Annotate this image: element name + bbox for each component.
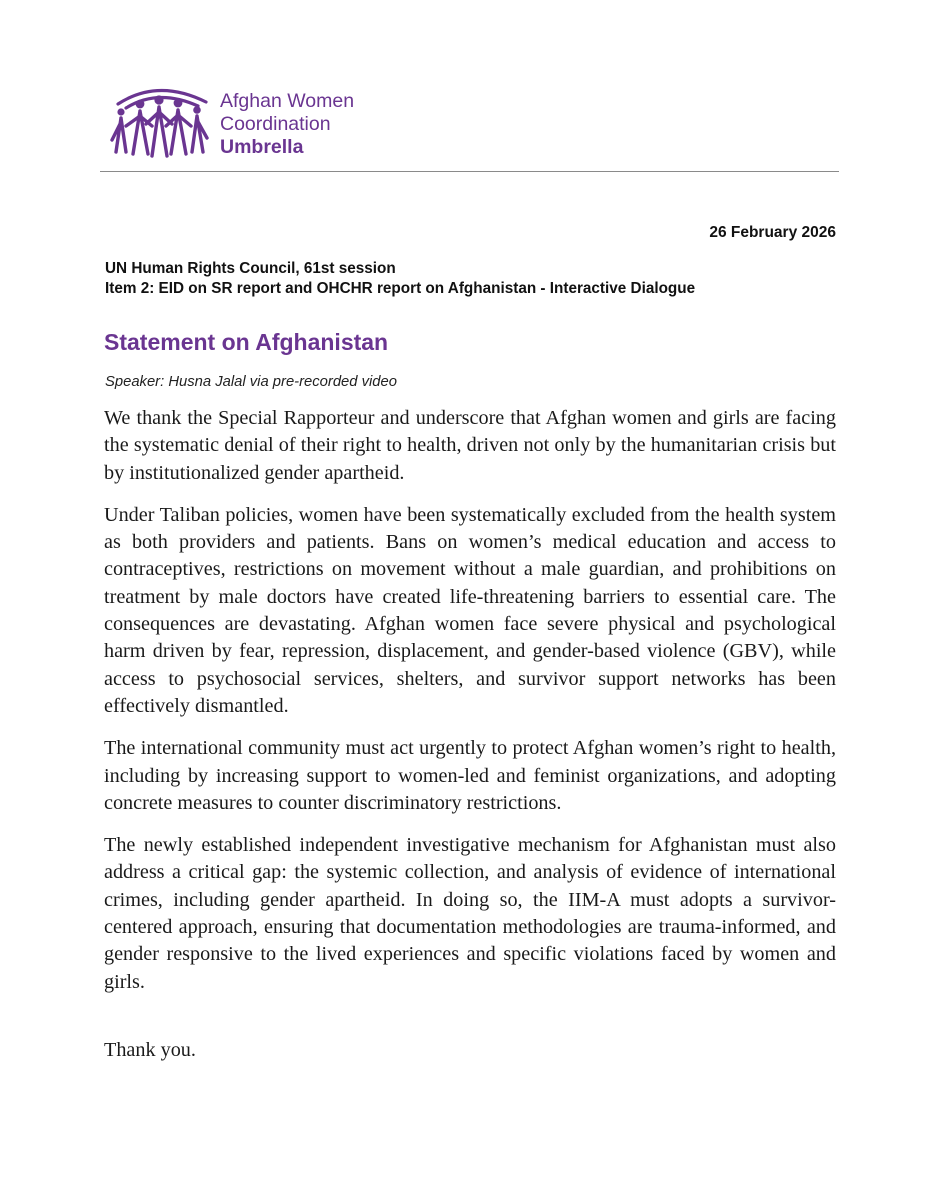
paragraph: Under Taliban policies, women have been systematically excluded from the health system as both providers and patients. Bans on women’s medical education and access to contraceptives, restrictions on movement without a male guardian, and prohibitions on treatment by male doctors have created life-threatening barriers to essential care. The consequences are devastating. Afghan women face severe physical and psychological harm driven by fear, repression, displacement, and gender-based violence (GBV), while access to psychosocial services, shelters, and survivor support networks has been effectively dismantled. <box>104 503 836 717</box>
header-divider <box>100 171 839 172</box>
page-title: Statement on Afghanistan <box>104 329 389 355</box>
speaker-line: Speaker: Husna Jalal via pre-recorded video <box>105 374 397 390</box>
paragraph: The newly established independent investigative mechanism for Afghanistan must also address a critical gap: the systemic collection, and analysis of evidence of international crimes, including gender apartheid. In doing so, the IIM-A must adopts a survivor-centered approach, ensuring that documentation methodologies are trauma-informed, and gender responsive to the lived experiences and specific violations faced by women and girls. <box>104 834 836 993</box>
closing-line: Thank you. <box>104 1039 196 1061</box>
org-name-line1: Afghan Women <box>220 90 355 112</box>
org-logo <box>108 82 388 162</box>
statement-body <box>104 405 836 1011</box>
org-name-line2: Coordination <box>220 113 331 135</box>
org-name-line3: Umbrella <box>220 136 304 158</box>
paragraph: The international community must act urgently to protect Afghan women’s right to health, including by increasing support to women-led and feminist organizations, and adopting concrete measures to counter discriminatory restrictions. <box>104 737 836 814</box>
org-name <box>220 90 354 159</box>
session-line: UN Human Rights Council, 61st session <box>105 260 396 277</box>
agenda-item-line: Item 2: EID on SR report and OHCHR report on Afghanistan - Interactive Dialogue <box>105 280 696 297</box>
statement-date: 26 February 2026 <box>709 224 836 241</box>
paragraph: We thank the Special Rapporteur and underscore that Afghan women and girls are facing the systematic denial of their right to health, driven not only by the humanitarian crisis but by institutionalized gender apartheid. <box>104 407 836 484</box>
people-arches-icon <box>108 82 213 162</box>
session-info <box>105 259 695 299</box>
